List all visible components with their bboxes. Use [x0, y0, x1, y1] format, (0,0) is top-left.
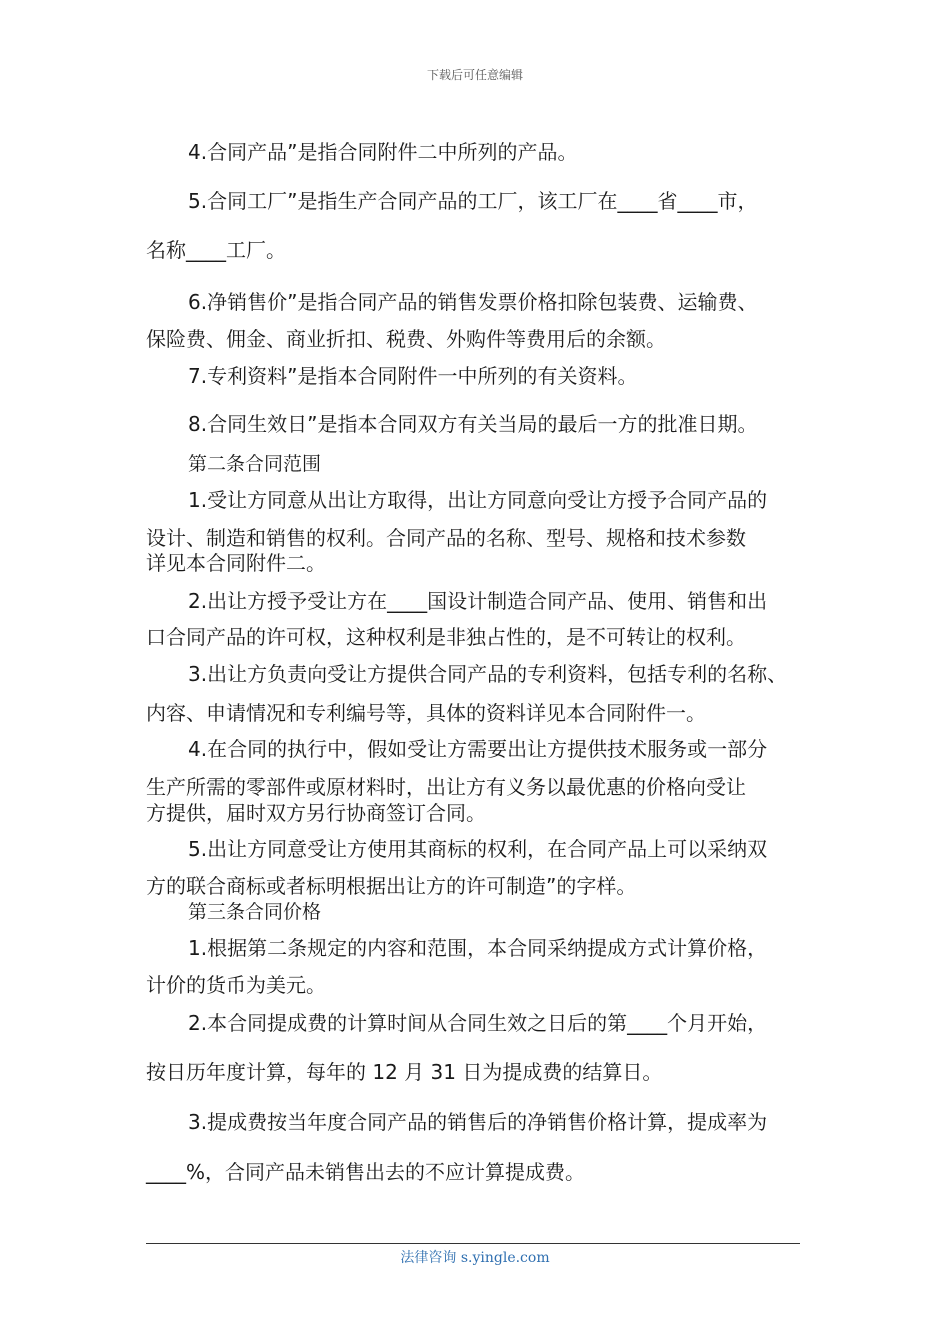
scope-item-3: 3.出让方负责向受让方提供合同产品的专利资料，包括专利的名称、	[188, 662, 788, 686]
section-3-heading: 第三条合同价格	[188, 901, 322, 923]
footer-link[interactable]: 法律咨询 s.yingle.com	[400, 1250, 550, 1266]
scope-item-4-continued: 生产所需的零部件或原材料时，出让方有义务以最优惠的价格向受让	[146, 775, 746, 799]
clause-5-definition: 5.合同工厂”是指生产合同产品的工厂，该工厂在____省____市，	[188, 189, 758, 213]
price-item-3-continued: ____%，合同产品未销售出去的不应计算提成费。	[146, 1160, 586, 1184]
clause-6-definition: 6.净销售价”是指合同产品的销售发票价格扣除包装费、运输费、	[188, 290, 758, 314]
scope-item-4-end: 方提供，届时双方另行协商签订合同。	[146, 801, 486, 825]
scope-item-2-continued: 口合同产品的许可权，这种权利是非独占性的，是不可转让的权利。	[146, 625, 746, 649]
price-item-2-continued: 按日历年度计算，每年的 12 月 31 日为提成费的结算日。	[146, 1060, 663, 1084]
price-item-1-continued: 计价的货币为美元。	[146, 973, 326, 997]
clause-8-definition: 8.合同生效日”是指本合同双方有关当局的最后一方的批准日期。	[188, 412, 758, 436]
scope-item-3-continued: 内容、申请情况和专利编号等，具体的资料详见本合同附件一。	[146, 701, 706, 725]
scope-item-5-continued: 方的联合商标或者标明根据出让方的许可制造”的字样。	[146, 874, 637, 898]
price-item-3: 3.提成费按当年度合同产品的销售后的净销售价格计算，提成率为	[188, 1110, 768, 1134]
price-item-2: 2.本合同提成费的计算时间从合同生效之日后的第____个月开始，	[188, 1011, 768, 1035]
scope-item-1-end: 详见本合同附件二。	[146, 551, 326, 575]
scope-item-1: 1.受让方同意从出让方取得，出让方同意向受让方授予合同产品的	[188, 488, 768, 512]
clause-4-definition: 4.合同产品”是指合同附件二中所列的产品。	[188, 140, 578, 164]
clause-6-continued: 保险费、佣金、商业折扣、税费、外购件等费用后的余额。	[146, 327, 666, 351]
scope-item-5: 5.出让方同意受让方使用其商标的权利，在合同产品上可以采纳双	[188, 837, 768, 861]
footer-divider	[146, 1243, 800, 1244]
clause-7-definition: 7.专利资料”是指本合同附件一中所列的有关资料。	[188, 364, 638, 388]
page-header: 下载后可任意编辑	[426, 68, 523, 82]
scope-item-2: 2.出让方授予受让方在____国设计制造合同产品、使用、销售和出	[188, 589, 768, 613]
section-2-heading: 第二条合同范围	[188, 453, 322, 475]
clause-5-continued: 名称____工厂。	[146, 238, 286, 262]
price-item-1: 1.根据第二条规定的内容和范围，本合同采纳提成方式计算价格，	[188, 936, 768, 960]
scope-item-1-continued: 设计、制造和销售的权利。合同产品的名称、型号、规格和技术参数	[146, 526, 746, 550]
scope-item-4: 4.在合同的执行中，假如受让方需要出让方提供技术服务或一部分	[188, 737, 768, 761]
